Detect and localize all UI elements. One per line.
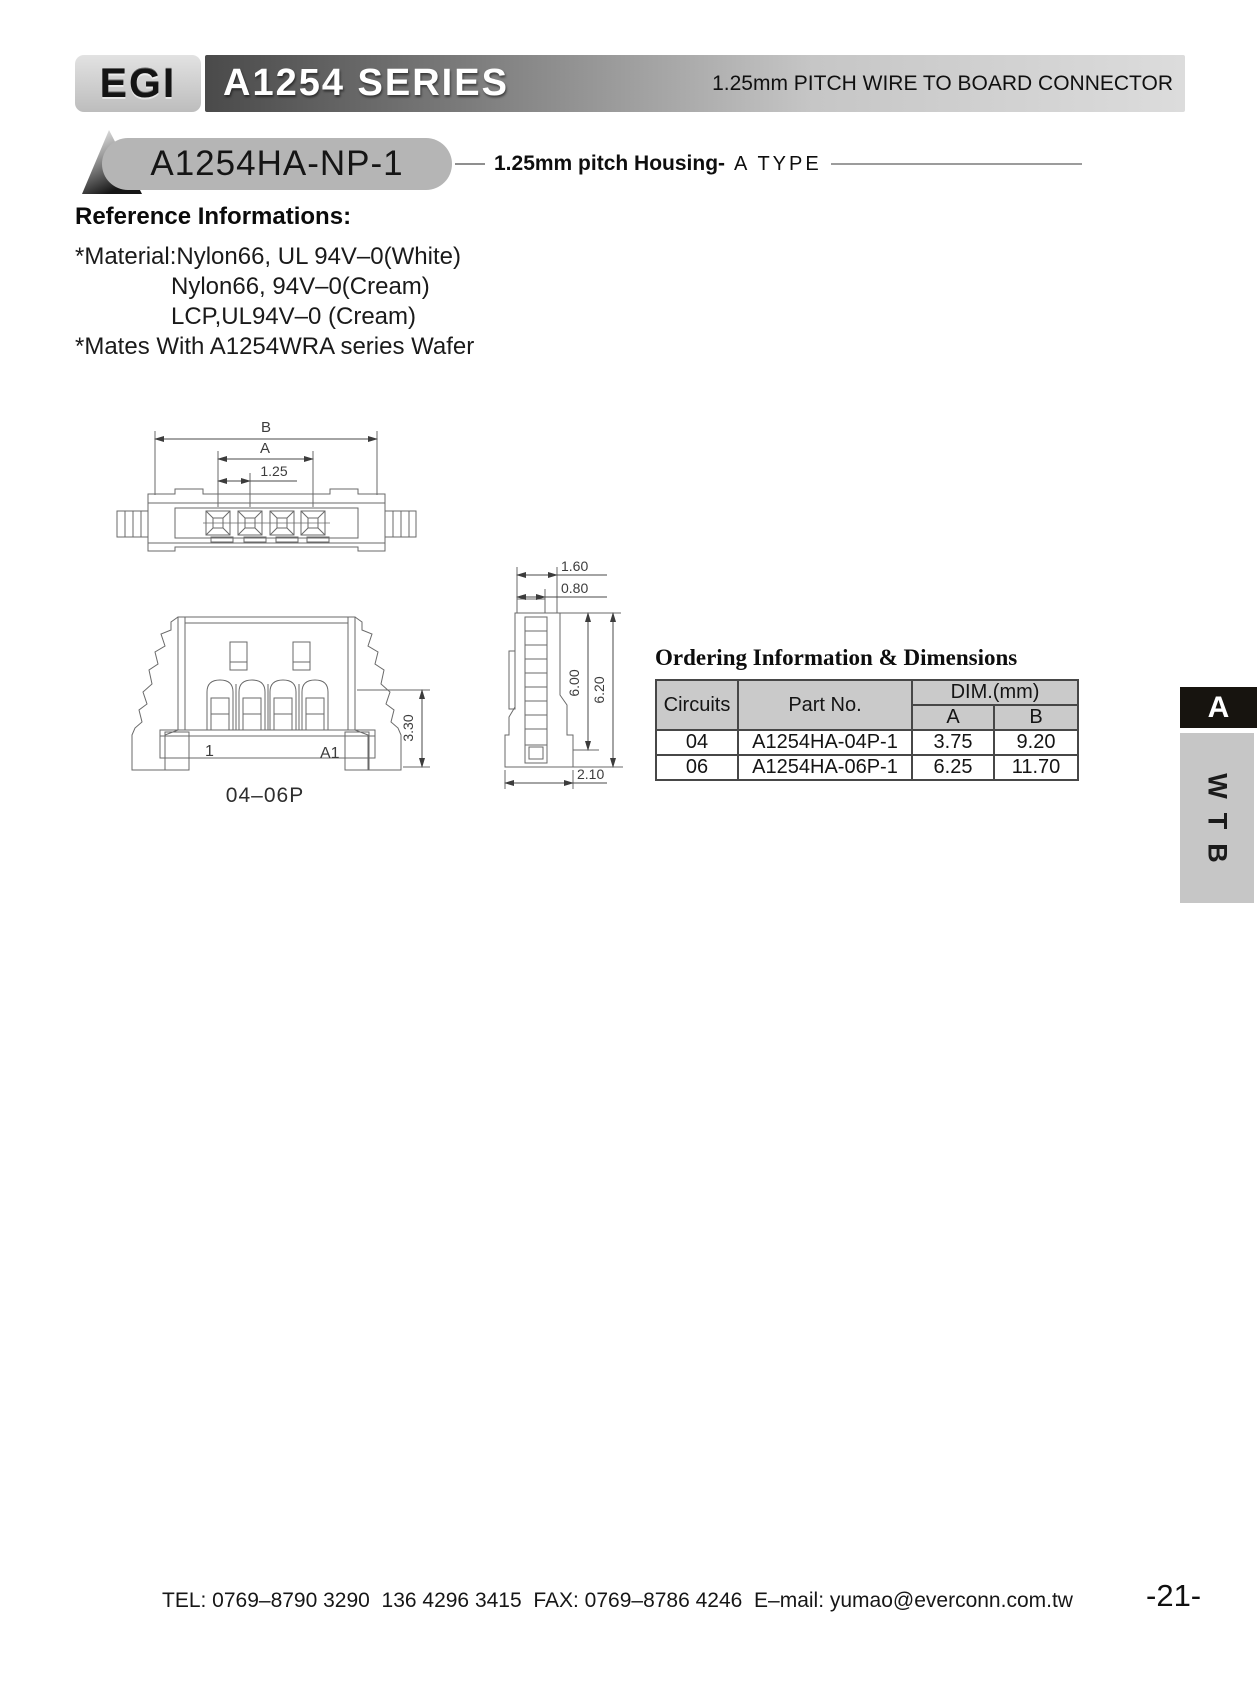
part-title-pill (102, 138, 452, 190)
ordering-heading: Ordering Information & Dimensions (655, 645, 1018, 670)
dash-divider (455, 163, 485, 165)
dim-label-a: A (259, 440, 271, 457)
dim-label-base-width: 2.10 (577, 766, 605, 782)
cell-dim-b: 9.20 (994, 730, 1078, 755)
header-bar (75, 55, 1185, 112)
column-header-dim: DIM.(mm) (912, 680, 1078, 705)
category-tab-wtb (1180, 733, 1254, 903)
dim-label-b: B (260, 419, 272, 436)
dim-label-pitch: 1.25 (260, 463, 288, 479)
table-row (656, 755, 1078, 780)
cell-part-no: A1254HA-04P-1 (738, 730, 912, 755)
dim-label-tab-width: 1.60 (561, 558, 589, 574)
dim-label-slot-width: 0.80 (561, 580, 589, 596)
page-number: -21- (1146, 1578, 1202, 1613)
side-view-drawing (455, 555, 655, 795)
header-band (205, 55, 1185, 112)
part-description: 1.25mm pitch Housing- (494, 152, 726, 175)
top-view-drawing (115, 415, 425, 555)
series-title: A1254 SERIES (223, 62, 509, 104)
table-row (656, 730, 1078, 755)
column-header-b: B (994, 705, 1078, 730)
reference-lines (75, 242, 474, 362)
footer-contact: TEL: 0769–8790 3290 136 4296 3415 FAX: 0769–8786 4246 E–mail: yumao@everconn.com.tw (162, 1589, 1073, 1612)
part-title: A1254HA-NP-1 (150, 144, 404, 183)
pin-a1-label: A1 (320, 745, 340, 762)
reference-line: Nylon66, 94V–0(Cream) (171, 273, 430, 300)
front-view-caption: 04–06P (225, 784, 305, 807)
part-type-label: A TYPE (734, 152, 822, 175)
dim-label-height: 3.30 (400, 714, 416, 742)
rule-divider (831, 163, 1082, 165)
cell-dim-a: 6.25 (912, 755, 994, 780)
front-view-drawing (125, 600, 435, 780)
cell-circuits: 04 (656, 730, 738, 755)
column-header-circuits: Circuits (656, 680, 738, 730)
reference-line: LCP,UL94V–0 (Cream) (171, 303, 417, 330)
part-title-row (78, 136, 478, 196)
part-description-row (455, 136, 1082, 192)
section-tab-a: A (1180, 687, 1257, 728)
header-subtitle: 1.25mm PITCH WIRE TO BOARD CONNECTOR (712, 71, 1173, 95)
reference-line: *Mates With A1254WRA series Wafer (75, 333, 475, 360)
cell-dim-a: 3.75 (912, 730, 994, 755)
cell-part-no: A1254HA-06P-1 (738, 755, 912, 780)
column-header-a: A (912, 705, 994, 730)
reference-heading: Reference Informations: (75, 203, 352, 230)
dim-label-body-height: 6.00 (566, 669, 582, 697)
ordering-table (655, 679, 1079, 781)
dim-label-total-height: 6.20 (591, 676, 607, 704)
pin-1-label: 1 (205, 743, 214, 760)
reference-line: *Material:Nylon66, UL 94V–0(White) (75, 243, 461, 270)
egi-logo: EGI (75, 55, 201, 112)
cell-circuits: 06 (656, 755, 738, 780)
category-tab-label: WTB (1202, 773, 1233, 877)
column-header-part-no: Part No. (738, 680, 912, 730)
cell-dim-b: 11.70 (994, 755, 1078, 780)
